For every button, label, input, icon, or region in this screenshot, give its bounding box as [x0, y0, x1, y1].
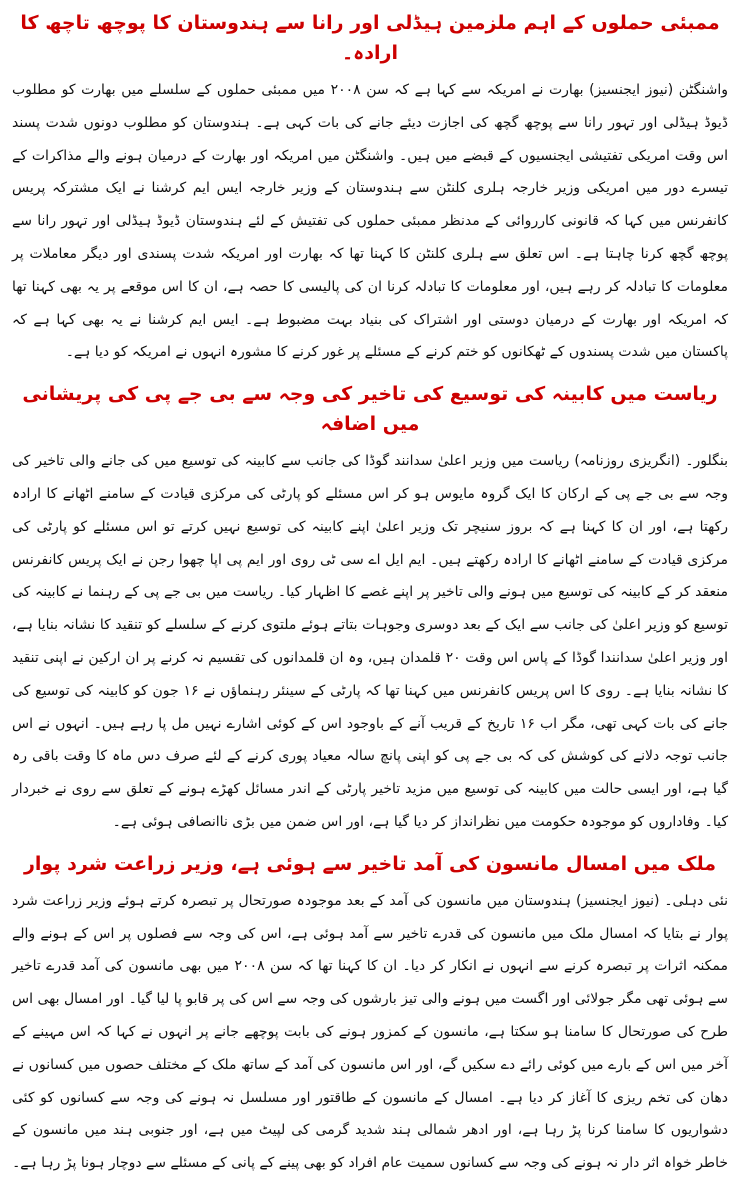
article-body: واشنگٹن (نیوز ایجنسیز) بھارت نے امریکہ سے کہا ہے کہ سن ۲۰۰۸ میں ممبئی حملوں کے سلسلے میں بھارت کو مطلوب ڈیوڈ ہیڈلی اور تہور رانا سے پوچھ گچھ کی اجازت دیئے جانے کی بات کہی ہے۔ ہندوستان کو مطلوب دونوں شدت پسند اس وقت امریکی تفتیشی ایجنسیوں کے قبضے میں ہیں۔ واشنگٹن میں امریکہ اور بھارت کے درمیان ہونے والے مذاکرات کے تیسرے دور میں امریکی وزیر خارجہ ہلری کلنٹن سے ہندوستان کے وزیر خارجہ ایس ایم کرشنا نے ایک مشترکہ پریس کانفرنس میں کہا کہ قانونی کارروائی کے مدنظر ممبئی حملوں کی تفتیش کے لئے ہندوستان ڈیوڈ ہیڈلی اور تہور رانا سے پوچھ گچھ کرنا چاہتا ہے۔ اس تعلق سے ہلری کلنٹن کا کہنا تھا کہ بھارت اور امریکہ شدت پسندی اور دیگر معاملات پر معلومات کا تبادلہ کر رہے ہیں، اور معلومات کا تبادلہ کرنا ان کی پالیسی کا حصہ ہے، ان کا اس موقعے پر یہ بھی کہنا تھا کہ امریکہ اور بھارت کے درمیان دوستی اور اشتراک کی بنیاد بہت مضبوط ہے۔ ایس ایم کرشنا نے یہ بھی کہا ہے کہ پاکستان میں شدت پسندوں کے ٹھکانوں کو ختم کرنے کے مسئلے پر غور کرنے کا مشورہ انہوں نے امریکہ کو دیا ہے۔ [12, 82, 728, 361]
article-monsoon [12, 849, 728, 1180]
article-mumbai-attacks [12, 8, 728, 369]
article-headline: ریاست میں کابینہ کی توسیع کی تاخیر کی وجہ سے بی جے پی کی پریشانی میں اضافہ [22, 383, 718, 436]
article-body: نئی دہلی۔ (نیوز ایجنسیز) ہندوستان میں مانسون کی آمد کے بعد موجودہ صورتحال پر تبصرہ کرتے ہوئے وزیر زراعت شرد پوار نے بتایا کہ امسال ملک میں مانسون کی قدرے تاخیر سے آمد ہوئی ہے، اس کی وجہ سے فصلوں پر اس کے ہونے والے ممکنہ اثرات پر تبصرہ کرنے سے انہوں نے انکار کر دیا۔ ان کا کہنا تھا کہ سن ۲۰۰۸ میں بھی مانسون کی آمد قدرے تاخیر سے ہوئی تھی مگر جولائی اور اگست میں ہونے والی تیز بارشوں کی وجہ سے اس کی پر قابو پا لیا گیا۔ اور امسال بھی اس طرح کی صورتحال کا سامنا ہو سکتا ہے، مانسون کے کمزور ہونے کی بابت پوچھے جانے پر انہوں نے کہا کہ اس مہینے کے آخر میں اس کے بارے میں کوئی رائے دے سکیں گے، اور اس مانسون کی آمد کے ساتھ ملک کے مختلف حصوں میں کسانوں نے دھان کی تخم ریزی کا آغاز کر دیا ہے۔ امسال کے مانسون کے طاقتور اور مسلسل نہ ہونے کی وجہ سے کسانوں کو کئی دشواریوں کا سامنا کرنا پڑ رہا ہے، اور ادھر شمالی ہند شدید گرمی کی لپیٹ میں ہے، اور جنوبی ہند میں مانسون کے خاطر خواہ اثر دار نہ ہونے کی وجہ سے کسانوں سمیت عام افراد کو بھی پینے کے پانی کے مسئلے سے دوچار ہونا پڑ رہا ہے۔ [12, 892, 728, 1172]
article-headline: ممبئی حملوں کے اہم ملزمین ہیڈلی اور رانا سے ہندوستان کا پوچھ تاچھ کا ارادہ۔ [20, 12, 720, 64]
article-cabinet-expansion [12, 379, 728, 839]
article-body: بنگلور۔ (انگریزی روزنامہ) ریاست میں وزیر اعلیٰ سدانند گوڈا کی جانب سے کابینہ کی توسیع میں کی جانے والی تاخیر کی وجہ سے بی جے پی کے ارکان کا ایک گروہ مایوس ہو کر اس مسئلے کو پارٹی کی مرکزی قیادت کے سامنے اٹھانے کا ارادہ رکھتا ہے، اور ان کا کہنا ہے کہ بروز سنیچر تک وزیر اعلیٰ اپنے کابینہ کی توسیع نہیں کرتے تو اس مسئلے کو پارٹی کی مرکزی قیادت کے سامنے اٹھانے کا ارادہ رکھتے ہیں۔ ایم ایل اے سی ٹی روی اور ایم پی اپا چھوا رجن نے ایک پریس کانفرنس منعقد کر کے کابینہ کی توسیع میں ہونے والی تاخیر پر اپنے غصے کا اظہار کیا۔ ریاست میں بی جے پی کے رہنما نے کابینہ کی توسیع کو وزیر اعلیٰ کی جانب سے ایک کے بعد دوسری وجوہات بتاتے ہوئے ملتوی کرنے کے سلسلے کو تنقید کا نشانہ بنایا ہے، اور وزیر اعلیٰ سدانندا گوڈا کے پاس اس وقت ۲۰ قلمدان ہیں، وہ ان قلمدانوں کی تقسیم نہ کرنے پر ان ارکین نے اپنی تنقید کا نشانہ بنایا ہے۔ روی کا اس پریس کانفرنس میں کہنا تھا کہ پارٹی کے سینئر رہنماؤں نے ۱۶ جون کو کابینہ کی توسیع کی جانے کی بات کہی تھی، مگر اب ۱۶ تاریخ کے قریب آنے کے باوجود اس کے کوئی اشارے نہیں مل پا رہے ہیں۔ انہوں نے اس جانب توجہ دلانے کی کوشش کی کہ بی جے پی کو اپنی پانچ سالہ معیاد پوری کرنے کے لئے صرف دس ماہ کا وقت باقی رہ گیا ہے، اور ایسی حالت میں کابینہ کی توسیع میں مزید تاخیر پارٹی کے اندر مسائل کھڑے ہونے کے تعلق سے روی نے خبردار کیا۔ وفاداروں کو موجودہ حکومت میں نظرانداز کر دیا گیا ہے، اور اس ضمن میں بڑی ناانصافی ہوئی ہے۔ [12, 453, 729, 830]
article-headline: ملک میں امسال مانسون کی آمد تاخیر سے ہوئی ہے، وزیر زراعت شرد پوار [23, 852, 716, 875]
